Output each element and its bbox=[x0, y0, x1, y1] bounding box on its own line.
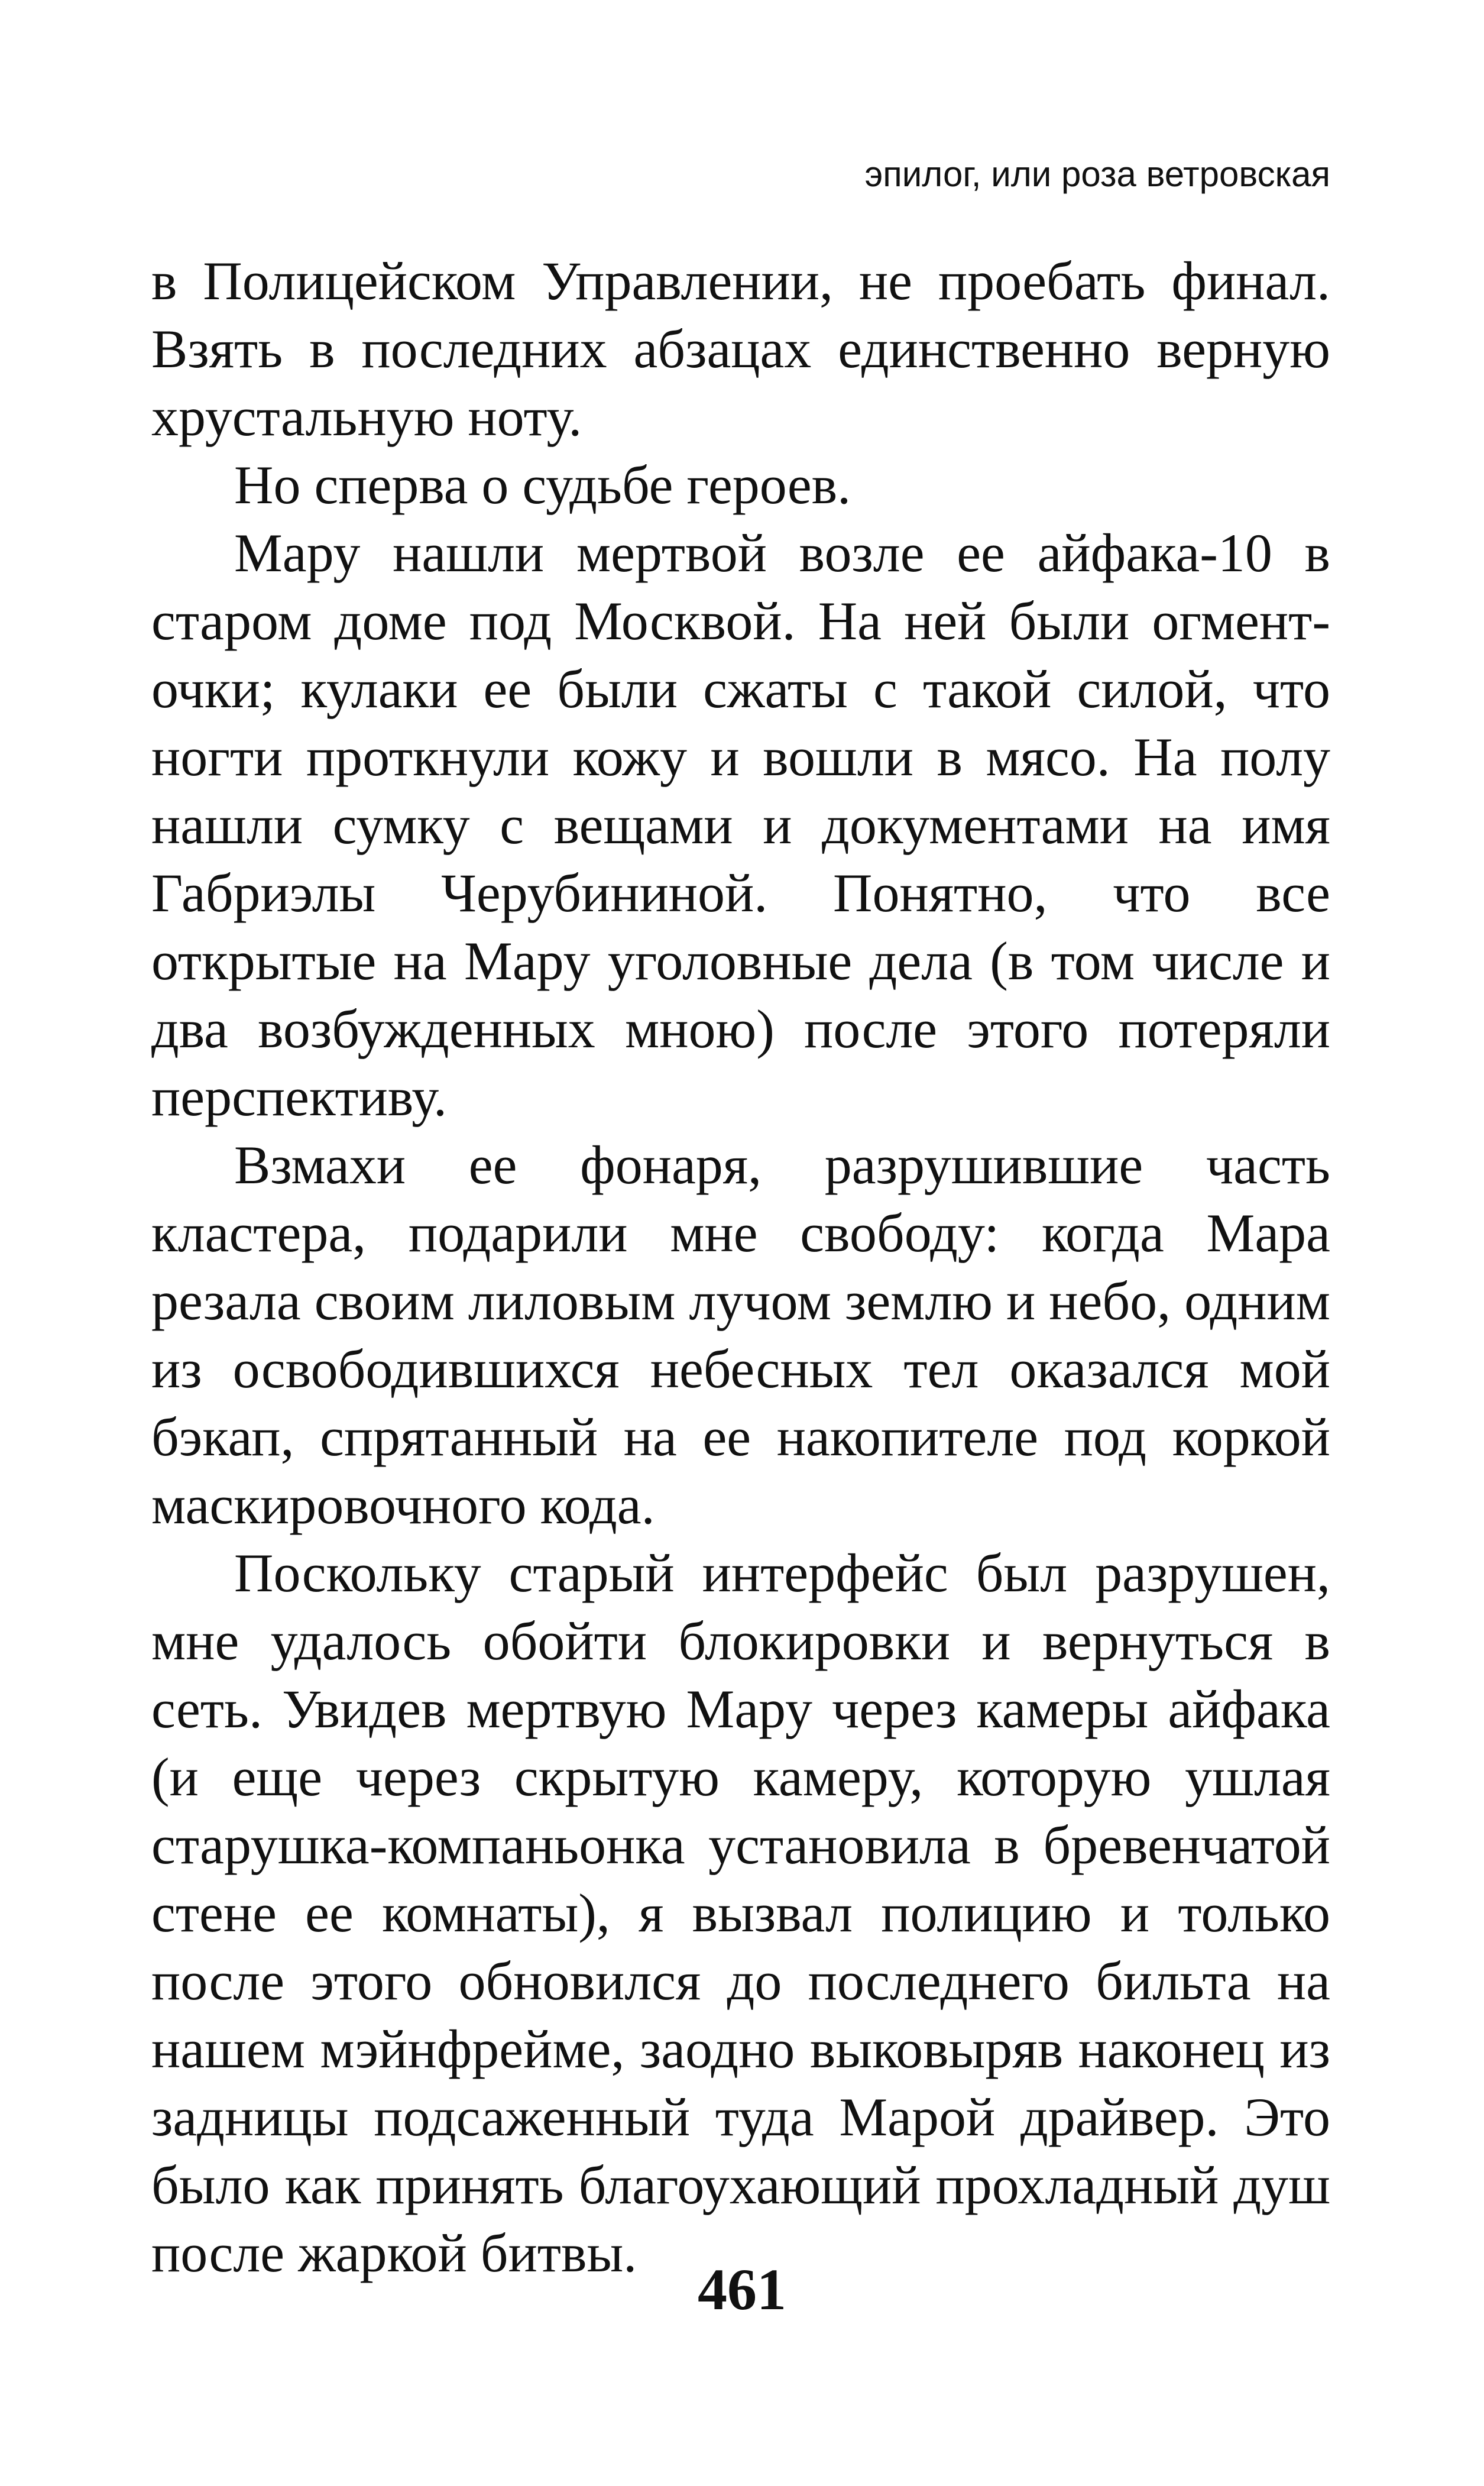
paragraph: Но сперва о судьбе героев. bbox=[234, 455, 851, 515]
paragraph: Мару нашли мертвой возле ее айфака-10 в старом доме под Москвой. На ней были огменточки; кулаки ее были сжаты с такой силой, что ногти проткнули кожу и вошли в мясо. На полу нашли сумку с вещами и документами на имя Габриэлы Черубининой. Понятно, что все открытые на Мару уголовные дела (в том числе и два возбужденных мною) после этого потеряли перспективу. bbox=[151, 523, 1330, 1127]
paragraph: в Полицейском Управлении, не проебать финал. Взять в последних абзацах единственно верную хрустальную ноту. bbox=[151, 251, 1330, 447]
running-head-title: эпилог, или роза ветровская bbox=[864, 154, 1330, 194]
body-text bbox=[151, 247, 1330, 2287]
paragraph: Взмахи ее фонаря, разрушившие часть кластера, подарили мне свободу: когда Мара резала своим лиловым лучом землю и небо, одним из освободившихся небесных тел оказался мой бэкап, спрятанный на ее накопителе под коркой маскировочного кода. bbox=[151, 1135, 1330, 1535]
page-number: 461 bbox=[698, 2257, 786, 2322]
paragraph: Поскольку старый интерфейс был разрушен, мне удалось обойти блокировки и вернуться в сеть. Увидев мертвую Мару через камеры айфака (и еще через скрытую камеру, которую ушлая старушка-компаньонка установила в бревенчатой стене ее комнаты), я вызвал полицию и только после этого обновился до последнего бильта на нашем мэйнфрейме, заодно выковыряв наконец из задницы подсаженный туда Марой драйвер. Это было как принять благоухающий прохладный душ после жаркой битвы. bbox=[151, 1543, 1330, 2283]
